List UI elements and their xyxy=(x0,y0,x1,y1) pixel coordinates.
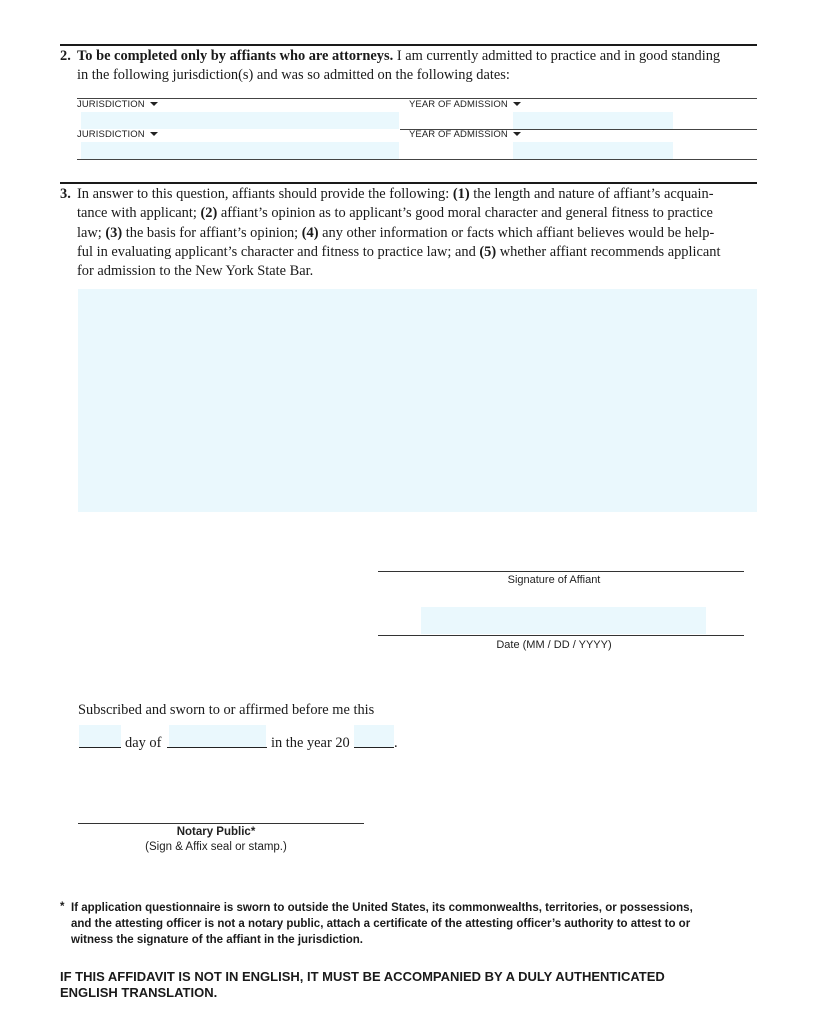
chevron-down-icon xyxy=(150,132,158,136)
translation-notice-line: IF THIS AFFIDAVIT IS NOT IN ENGLISH, IT MUST BE ACCOMPANIED BY A DULY AUTHENTICATED xyxy=(60,969,665,984)
sworn-month-field[interactable] xyxy=(169,725,266,747)
jurisdiction-label-2: JURISDICTION xyxy=(77,129,158,140)
sworn-period: . xyxy=(394,735,398,751)
notary-signature-line[interactable] xyxy=(78,823,364,824)
footnote-line: and the attesting officer is not a notary public, attach a certificate of the attesting officer’s authority to attest to or xyxy=(71,918,691,930)
section-3-item-number: (1) xyxy=(452,186,470,202)
section-3-item-number: (4) xyxy=(301,224,319,241)
sworn-year-label: in the year 20 xyxy=(271,735,350,751)
footnote-text xyxy=(71,900,771,948)
jurisdiction-label-1: JURISDICTION xyxy=(77,99,158,110)
notary-title: Notary Public* xyxy=(176,826,256,838)
section-2-text xyxy=(60,47,760,86)
jurisdiction-row-2-bottom-rule xyxy=(77,159,757,160)
chevron-down-icon xyxy=(150,102,158,106)
date-line xyxy=(378,635,744,636)
section-3-item-number: (2) xyxy=(200,205,218,222)
character-fitness-answer-field[interactable] xyxy=(78,289,757,512)
year-of-admission-field-2[interactable] xyxy=(513,142,673,159)
section-3-line: ful in evaluating applicant’s character and fitness to practice law; and (5) whether affiant recommends applicant xyxy=(77,243,721,260)
section-2-top-rule xyxy=(60,44,757,46)
section-2-line1: I am currently admitted to practice and in good standing xyxy=(396,48,721,64)
year-label-2: YEAR OF ADMISSION xyxy=(409,129,521,140)
section-2-lead: To be completed only by affiants who are attorneys. xyxy=(77,48,394,64)
chevron-down-icon xyxy=(513,132,521,136)
section-3-line: for admission to the New York State Bar. xyxy=(77,263,314,280)
section-3-text xyxy=(60,185,760,281)
signature-caption: Signature of Affiant xyxy=(507,574,601,586)
footnote-asterisk: * xyxy=(60,901,65,913)
footnote-line: witness the signature of the affiant in the jurisdiction. xyxy=(71,934,363,946)
jurisdiction-field-1[interactable] xyxy=(81,112,399,129)
year-of-admission-field-1[interactable] xyxy=(513,112,673,129)
signature-line[interactable] xyxy=(378,571,744,572)
sworn-day-line xyxy=(79,747,121,748)
sworn-day-of-label: day of xyxy=(125,735,162,751)
footnote-line: If application questionnaire is sworn to outside the United States, its commonwealths, territories, or possessions, xyxy=(71,902,693,914)
date-caption: Date (MM / DD / YYYY) xyxy=(496,639,612,651)
translation-notice-line: ENGLISH TRANSLATION. xyxy=(60,984,218,1000)
section-3-line: In answer to this question, affiants should provide the following: (1) the length and nature of affiant’s acquain- xyxy=(77,186,714,202)
section-3-number: 3. xyxy=(60,186,71,202)
section-2-line2: in the following jurisdiction(s) and was so admitted on the following dates: xyxy=(77,67,510,84)
section-3-top-rule xyxy=(60,182,757,184)
sworn-month-line xyxy=(167,747,267,748)
sworn-year-line xyxy=(354,747,394,748)
section-2-number: 2. xyxy=(60,48,71,64)
date-field[interactable] xyxy=(421,607,706,634)
section-3-line: law; (3) the basis for affiant’s opinion; (4) any other information or facts which affiant believes would be help- xyxy=(77,224,715,241)
sworn-line1: Subscribed and sworn to or affirmed before me this xyxy=(78,702,375,718)
section-3-item-number: (3) xyxy=(105,224,123,241)
sworn-day-field[interactable] xyxy=(79,725,121,747)
year-label-1: YEAR OF ADMISSION xyxy=(409,99,521,110)
chevron-down-icon xyxy=(513,102,521,106)
section-3-line: tance with applicant; (2) affiant’s opinion as to applicant’s good moral character and general fitness to practice xyxy=(77,205,713,222)
jurisdiction-field-2[interactable] xyxy=(81,142,399,159)
notary-subtitle: (Sign & Affix seal or stamp.) xyxy=(145,841,287,853)
section-3-item-number: (5) xyxy=(479,243,497,260)
sworn-year-field[interactable] xyxy=(354,725,394,747)
translation-notice xyxy=(60,969,760,1000)
